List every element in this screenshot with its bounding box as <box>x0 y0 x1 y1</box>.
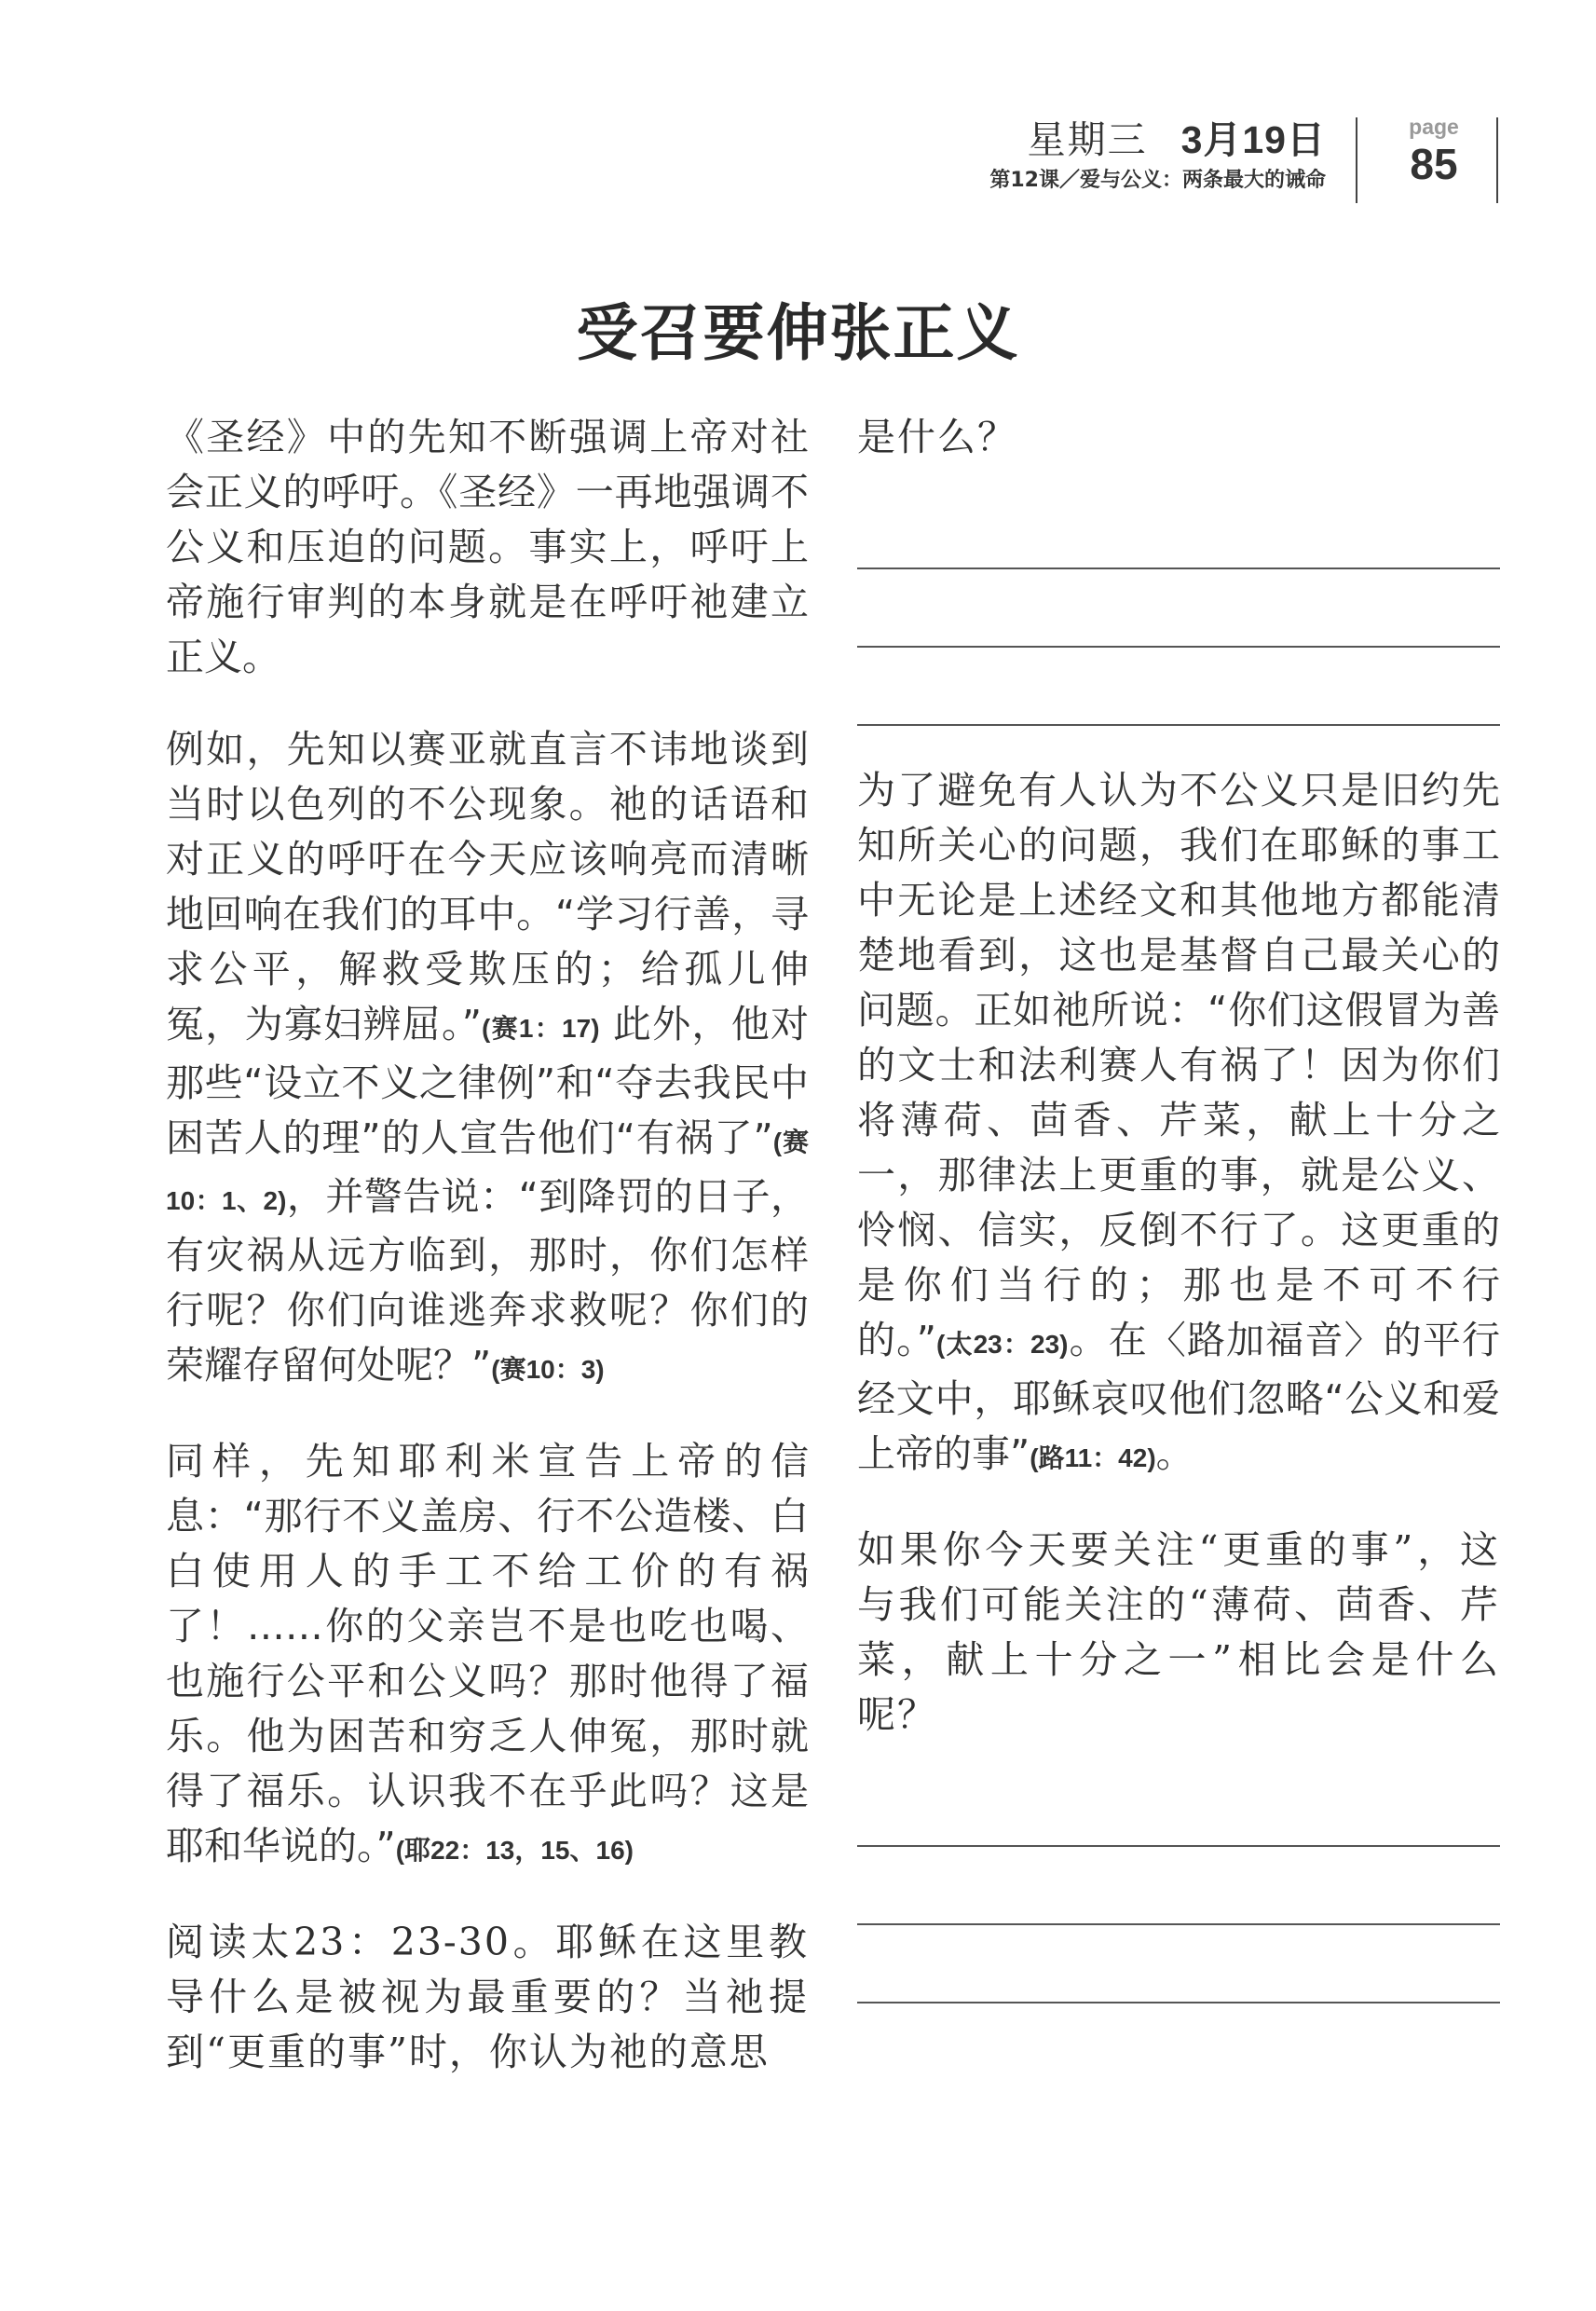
text: 例如，先知以赛亚就直言不讳地谈到当时以色列的不公现象。祂的话语和对正义的呼吁在今天应该响亮而清晰地回响在我们的耳中。“学习行善，寻求公平，解救受欺压的；给孤儿伸冤，为寡妇辨屈。” <box>166 727 809 1046</box>
paragraph-jeremiah <box>166 1434 809 1878</box>
text: ，并警告说：“到降罚的日子，有灾祸从远方临到，那时，你们怎样行呢？你们向谁逃奔求救呢？你们的荣耀存留何处呢？” <box>166 1174 809 1388</box>
answer-area-1[interactable] <box>857 469 1500 726</box>
page-label: page <box>1409 115 1459 139</box>
paragraph-intro: 《圣经》中的先知不断强调上帝对社会正义的呼吁。《圣经》一再地强调不公义和压迫的问题。事实上，呼吁上帝施行审判的本身就是在呼吁祂建立正义。 <box>166 415 809 679</box>
scripture-reference: (太23：23) <box>936 1330 1069 1359</box>
study-question-1: 阅读太23：23-30。耶稣在这里教导什么是被视为最重要的？当祂提到“更重的事”时，你认为祂的意思 <box>166 1920 809 2074</box>
study-question-2: 如果你今天要关注“更重的事”，这与我们可能关注的“薄荷、茴香、芹菜，献上十分之一”相比会是什么呢？ <box>857 1527 1500 1737</box>
header-date-line <box>989 116 1326 163</box>
date: 3月19日 <box>1180 118 1326 161</box>
scripture-reference: (赛10：1、2) <box>166 1128 809 1215</box>
header-divider <box>1356 117 1357 203</box>
page-tag <box>1384 115 1484 189</box>
scripture-reference: (路11：42) <box>1030 1443 1156 1472</box>
text: 。 <box>1155 1431 1194 1476</box>
answer-area-2[interactable] <box>857 1746 1500 2003</box>
scripture-reference: (耶22：13，15、16) <box>395 1836 634 1865</box>
answer-line[interactable] <box>857 648 1500 726</box>
answer-line[interactable] <box>857 1746 1500 1847</box>
left-column <box>166 410 809 2117</box>
text: 同样，先知耶利米宣告上帝的信息：“那行不义盖房、行不公造楼、白白使用人的手工不给工价的有祸了！……你的父亲岂不是也吃也喝、也施行公平和公义吗？那时他得了福乐。他为困苦和穷乏人伸冤，那时就得了福乐。认识我不在乎此吗？这是耶和华说的。” <box>166 1439 809 1868</box>
answer-line[interactable] <box>857 1847 1500 1925</box>
paragraph-isaiah <box>166 722 809 1397</box>
page-header <box>989 116 1326 197</box>
scripture-reference: (赛10：3) <box>491 1355 605 1384</box>
text: 此外，他对那些“设立不义之律例”和“夺去我民中困苦人的理”的人宣告他们“有祸了” <box>166 1002 809 1160</box>
lesson-title: 第12课／爱与公义：两条最大的诫命 <box>989 169 1326 192</box>
text: 为了避免有人认为不公义只是旧约先知所关心的问题，我们在耶稣的事工中无论是上述经文和其他地方都能清楚地看到，这也是基督自己最关心的问题。正如祂所说：“你们这假冒为善的文士和法利赛人有祸了！因为你们将薄荷、茴香、芹菜，献上十分之一，那律法上更重的事，就是公义、怜悯、信实，反倒不行了。这更重的是你们当行的；那也是不可不行的。” <box>857 768 1500 1362</box>
page-edge-rule <box>1496 117 1498 203</box>
paragraph-jesus <box>857 763 1500 1485</box>
text: 。在〈路加福音〉的平行经文中，耶稣哀叹他们忽略“公义和爱上帝的事” <box>857 1318 1500 1476</box>
right-column <box>857 410 1500 2041</box>
page-number: 85 <box>1410 140 1458 188</box>
page-title: 受召要伸张正义 <box>576 296 1020 369</box>
answer-line[interactable] <box>857 1925 1500 2003</box>
study-question-1-continued: 是什么？ <box>857 415 1017 459</box>
weekday: 星期三 <box>1027 117 1148 162</box>
answer-line[interactable] <box>857 569 1500 648</box>
answer-line[interactable] <box>857 469 1500 569</box>
scripture-reference: (赛1：17) <box>482 1014 600 1043</box>
